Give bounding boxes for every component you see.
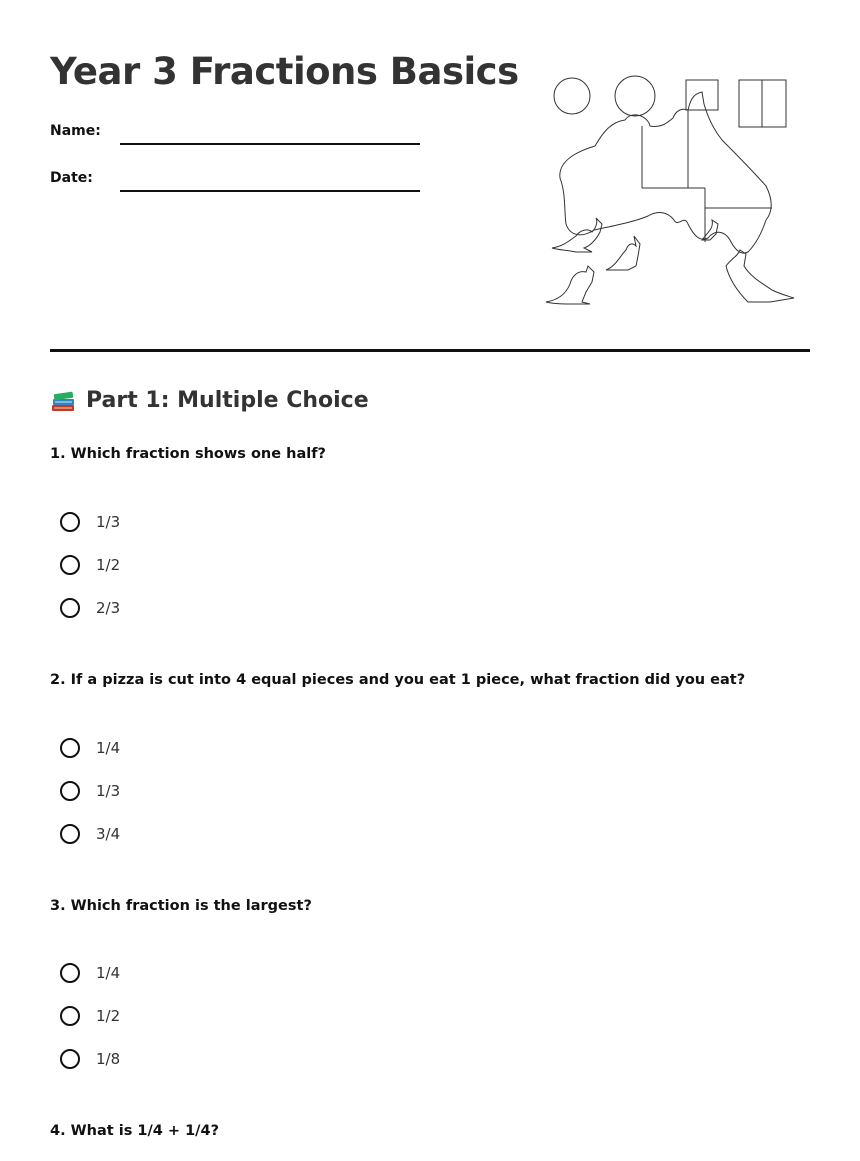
date-label: Date: [50, 170, 93, 186]
header-divider [50, 349, 810, 352]
section-heading-text: Part 1: Multiple Choice [86, 388, 369, 413]
radio-button[interactable] [60, 738, 80, 758]
option-label: 1/4 [96, 964, 121, 982]
circle-shape-icon [554, 78, 590, 114]
option-label: 1/2 [96, 1007, 121, 1025]
option-label: 1/4 [96, 739, 121, 757]
books-icon [50, 389, 76, 413]
radio-button[interactable] [60, 1006, 80, 1026]
name-field[interactable] [120, 143, 420, 145]
section-heading [50, 388, 369, 413]
question-text: 2. If a pizza is cut into 4 equal pieces and you eat 1 piece, what fraction did you eat? [50, 672, 746, 688]
radio-button[interactable] [60, 555, 80, 575]
radio-button[interactable] [60, 963, 80, 983]
question-text: 3. Which fraction is the largest? [50, 898, 312, 914]
answer-option[interactable] [60, 963, 120, 983]
australia-map-illustration [540, 70, 800, 310]
date-field[interactable] [120, 190, 420, 192]
radio-button[interactable] [60, 512, 80, 532]
radio-button[interactable] [60, 824, 80, 844]
answer-option[interactable] [60, 781, 120, 801]
australia-map-icon [560, 92, 772, 253]
option-label: 1/2 [96, 556, 121, 574]
halved-rectangle-icon [739, 80, 786, 127]
option-label: 1/3 [96, 782, 121, 800]
answer-option[interactable] [60, 738, 120, 758]
answer-option[interactable] [60, 598, 120, 618]
option-label: 1/3 [96, 513, 121, 531]
option-label: 2/3 [96, 599, 121, 617]
kangaroo-icon [546, 218, 794, 304]
answer-option[interactable] [60, 512, 120, 532]
question-text: 1. Which fraction shows one half? [50, 446, 326, 462]
answer-option[interactable] [60, 1049, 120, 1069]
answer-option[interactable] [60, 1006, 120, 1026]
radio-button[interactable] [60, 598, 80, 618]
question-text: 4. What is 1/4 + 1/4? [50, 1123, 219, 1139]
radio-button[interactable] [60, 781, 80, 801]
option-label: 3/4 [96, 825, 121, 843]
radio-button[interactable] [60, 1049, 80, 1069]
circle-shape-icon [615, 76, 655, 116]
answer-option[interactable] [60, 824, 120, 844]
answer-option[interactable] [60, 555, 120, 575]
name-label: Name: [50, 123, 101, 139]
page-title: Year 3 Fractions Basics [50, 50, 519, 93]
option-label: 1/8 [96, 1050, 121, 1068]
